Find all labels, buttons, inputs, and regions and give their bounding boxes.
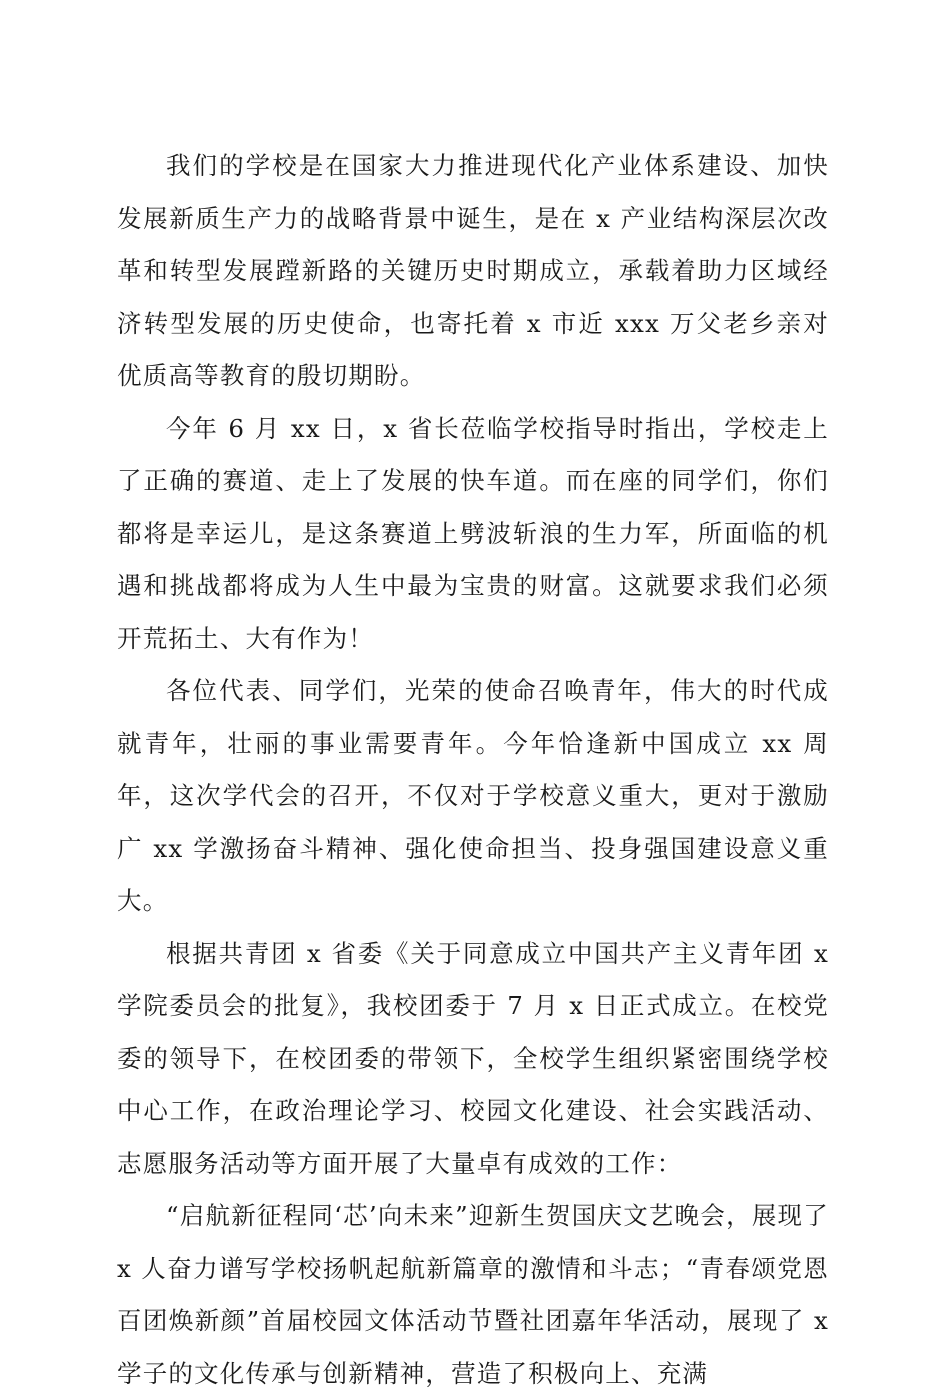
paragraph: 今年 6 月 xx 日，x 省长莅临学校指导时指出，学校走上了正确的赛道、走上了发展的快车道。而在座的同学们，你们都将是幸运儿，是这条赛道上劈波斩浪的生力军，所面临的机遇和挑战都将成为人生中最为宝贵的财富。这就要求我们必须开荒拓土、大有作为！ [117, 413, 829, 653]
paragraph: 根据共青团 x 省委《关于同意成立中国共产主义青年团 x 学院委员会的批复》，我校团委于 7 月 x 日正式成立。在校党委的领导下，在校团委的带领下，全校学生组织紧密围绕学校中心工作，在政治理论学习、校园文化建设、社会实践活动、志愿服务活动等方面开展了大量卓有成效的工作： [117, 938, 829, 1178]
paragraph: 各位代表、同学们，光荣的使命召唤青年，伟大的时代成就青年，壮丽的事业需要青年。今年恰逢新中国成立 xx 周年，这次学代会的召开，不仅对于学校意义重大，更对于激励广 xx 学激扬奋斗精神、强化使命担当、投身强国建设意义重大。 [117, 676, 829, 915]
paragraph: 我们的学校是在国家大力推进现代化产业体系建设、加快发展新质生产力的战略背景中诞生，是在 x 产业结构深层次改革和转型发展蹚新路的关键历史时期成立，承载着助力区域经济转型发展的历史使命，也寄托着 x 市近 xxx 万父老乡亲对优质高等教育的殷切期盼。 [117, 151, 829, 390]
document-body [117, 140, 829, 1400]
paragraph: “启航新征程同‘芯’向未来”迎新生贺国庆文艺晚会，展现了 x 人奋力谱写学校扬帆起航新篇章的激情和斗志；“青春颂党恩百团焕新颜”首届校园文体活动节暨社团嘉年华活动，展现了 x 学子的文化传承与创新精神，营造了积极向上、充满 [117, 1201, 829, 1388]
